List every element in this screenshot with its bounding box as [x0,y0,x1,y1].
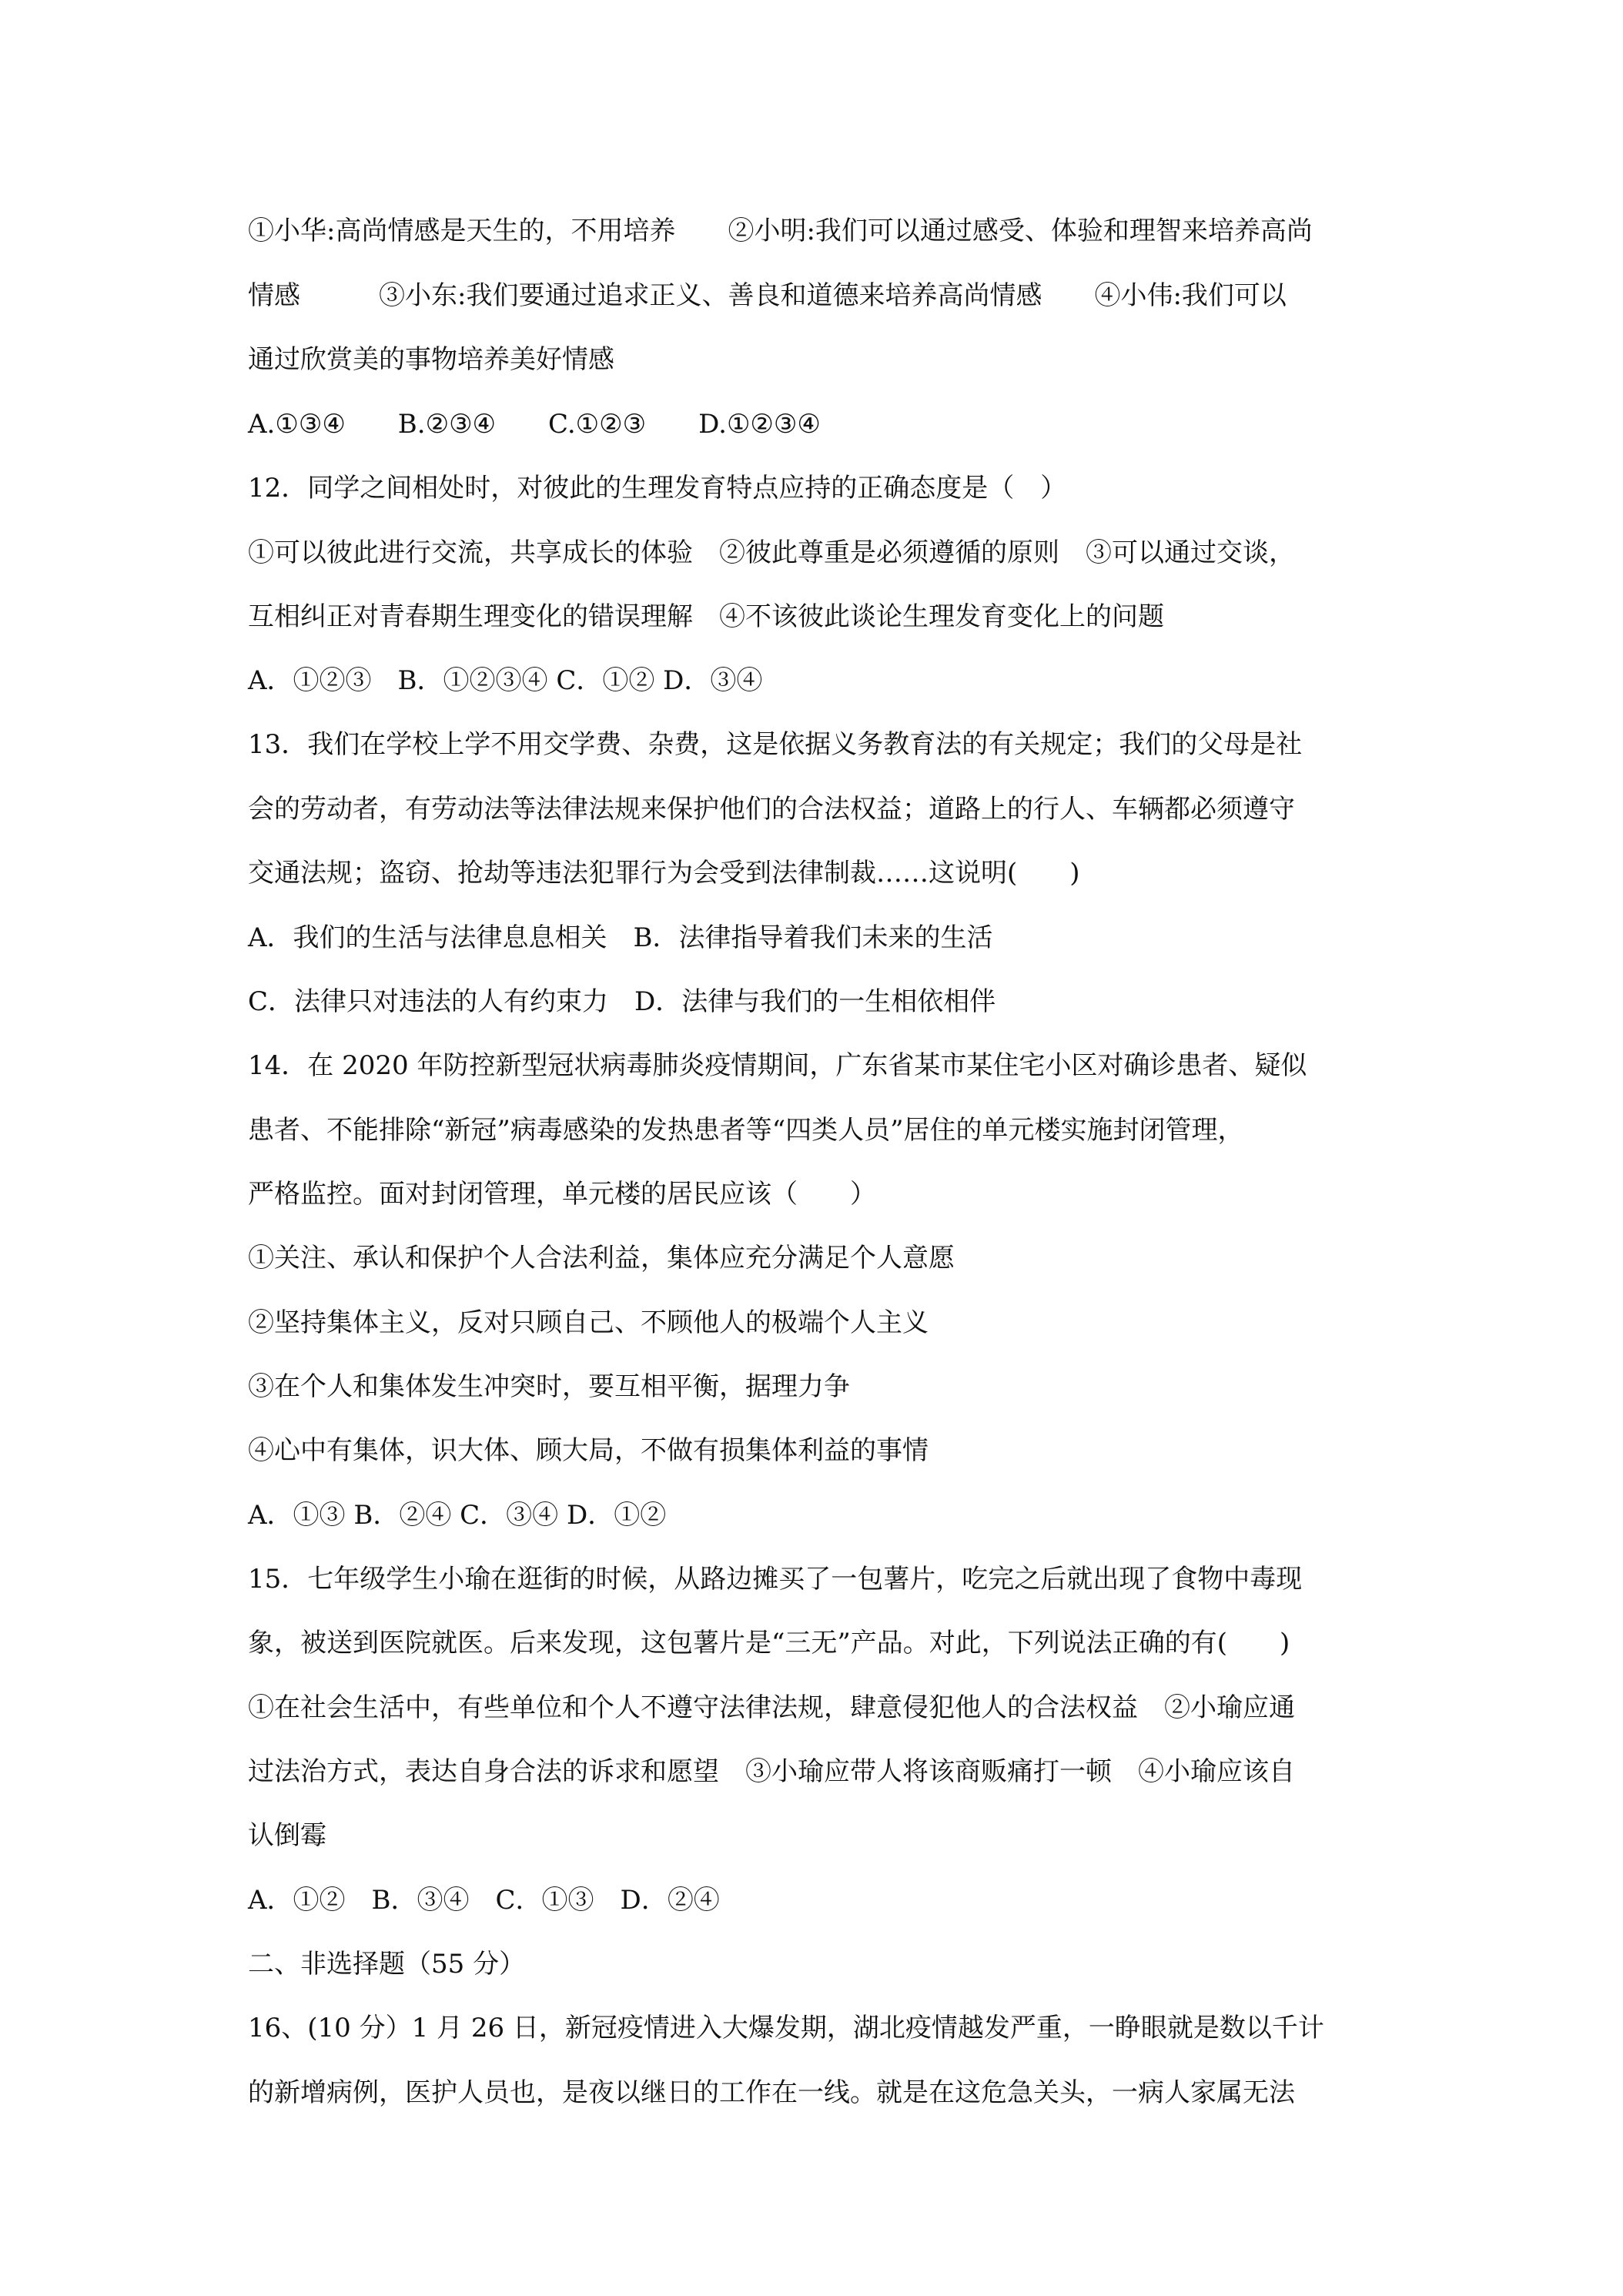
text-line: ③在个人和集体发生冲突时，要互相平衡，据理力争 [248,1371,850,1402]
section-heading: 二、非选择题（55 分） [248,1949,526,1980]
text-line: 严格监控。面对封闭管理，单元楼的居民应该（ ） [248,1179,876,1210]
text-line: 的新增病例，医护人员也，是夜以继日的工作在一线。就是在这危急关头，一病人家属无法 [248,2077,1295,2108]
text-line: ①可以彼此进行交流，共享成长的体验 ②彼此尊重是必须遵循的原则 ③可以通过交谈， [248,537,1295,568]
text-line: ①在社会生活中，有些单位和个人不遵守法律法规，肆意侵犯他人的合法权益 ②小瑜应通 [248,1692,1295,1723]
answer-options: A．①③ B．②④ C．③④ D．①② [248,1500,667,1531]
text-line: 交通法规；盗窃、抢劫等违法犯罪行为会受到法律制裁……这说明( ) [248,858,1080,889]
text-line: 过法治方式，表达自身合法的诉求和愿望 ③小瑜应带人将该商贩痛打一顿 ④小瑜应该自 [248,1756,1295,1787]
text-line: 通过欣赏美的事物培养美好情感 [248,344,614,375]
question-14: 14．在 2020 年防控新型冠状病毒肺炎疫情期间，广东省某市某住宅小区对确诊患者、疑似 [248,1050,1307,1081]
text-line: ①关注、承认和保护个人合法利益，集体应充分满足个人意愿 [248,1243,955,1274]
text-line: 会的劳动者，有劳动法等法律法规来保护他们的合法权益；道路上的行人、车辆都必须遵守 [248,794,1295,825]
text-line: 情感 ③小东:我们要通过追求正义、善良和道德来培养高尚情感 ④小伟:我们可以 [248,280,1287,311]
text-line: 象，被送到医院就医。后来发现，这包薯片是“三无”产品。对此，下列说法正确的有( ) [248,1628,1290,1658]
text-line: ②坚持集体主义，反对只顾自己、不顾他人的极端个人主义 [248,1307,929,1338]
text-line: ①小华:高尚情感是天生的，不用培养 ②小明:我们可以通过感受、体验和理智来培养高尚 [248,216,1313,246]
text-line: 互相纠正对青春期生理变化的错误理解 ④不该彼此谈论生理发育变化上的问题 [248,601,1164,632]
answer-options: A．我们的生活与法律息息相关 B．法律指导着我们未来的生活 [248,922,993,953]
text-line: 患者、不能排除“新冠”病毒感染的发热患者等“四类人员”居住的单元楼实施封闭管理， [248,1115,1244,1146]
answer-options: A.①③④ B.②③④ C.①②③ D.①②③④ [248,409,821,440]
question-12: 12．同学之间相处时，对彼此的生理发育特点应持的正确态度是（ ） [248,473,1067,504]
answer-options: A．①② B．③④ C．①③ D．②④ [248,1885,720,1916]
answer-options: A．①②③ B．①②③④ C．①② D．③④ [248,665,763,696]
text-line: 认倒霉 [248,1820,326,1851]
question-15: 15．七年级学生小瑜在逛街的时候，从路边摊买了一包薯片，吃完之后就出现了食物中毒现 [248,1564,1303,1595]
question-16: 16、(10 分）1 月 26 日，新冠疫情进入大爆发期，湖北疫情越发严重，一睁眼就是数以千计 [248,2013,1324,2043]
answer-options: C．法律只对违法的人有约束力 D．法律与我们的一生相依相伴 [248,986,996,1017]
question-13: 13．我们在学校上学不用交学费、杂费，这是依据义务教育法的有关规定；我们的父母是社 [248,729,1303,760]
text-line: ④心中有集体，识大体、顾大局，不做有损集体利益的事情 [248,1435,929,1466]
